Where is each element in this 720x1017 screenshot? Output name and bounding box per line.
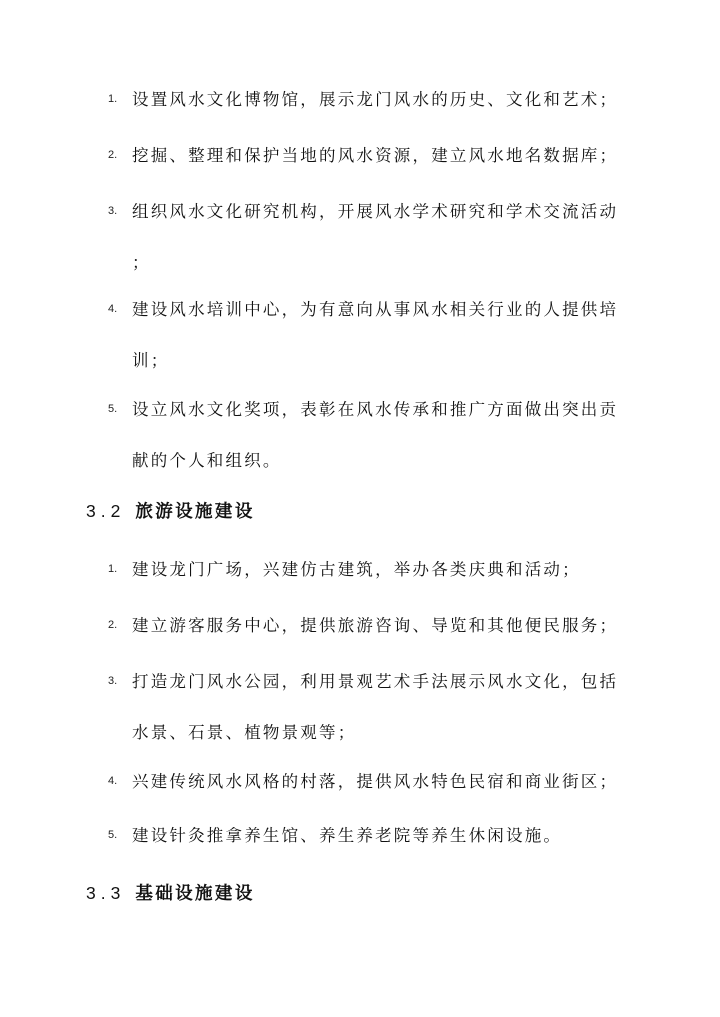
- list-item-text: 组织风水文化研究机构，开展风水学术研究和学术交流活动 ；: [132, 202, 619, 272]
- section-heading: [86, 498, 255, 523]
- list-item-text: 建设针灸推拿养生馆、养生养老院等养生休闲设施。: [132, 826, 563, 845]
- section-number: 3.2: [86, 501, 126, 521]
- section-title: 基础设施建设: [135, 884, 255, 904]
- list-item-text: 设置风水文化博物馆，展示龙门风水的历史、文化和艺术；: [132, 90, 619, 109]
- list-item-text: 挖掘、整理和保护当地的风水资源，建立风水地名数据库；: [132, 146, 619, 165]
- list-item-text: 打造龙门风水公园，利用景观艺术手法展示风水文化，包括 水景、石景、植物景观等；: [132, 672, 619, 742]
- list-item-text: 建立游客服务中心，提供旅游咨询、导览和其他便民服务；: [132, 616, 619, 635]
- list-item-number: 5.: [108, 829, 118, 841]
- list-item: [108, 186, 620, 288]
- list-item: [108, 656, 620, 758]
- list-item-text: 建设风水培训中心，为有意向从事风水相关行业的人提供培 训；: [132, 300, 619, 370]
- list-item-number: 4.: [108, 775, 118, 787]
- list-item-number: 4.: [108, 303, 118, 315]
- list-item-number: 3.: [108, 675, 118, 687]
- list-item-text: 兴建传统风水风格的村落，提供风水特色民宿和商业街区；: [132, 772, 619, 791]
- list-item: [108, 130, 620, 181]
- list-item-number: 1.: [108, 93, 118, 105]
- list-item: [108, 756, 620, 807]
- list-item-number: 1.: [108, 563, 118, 575]
- list-item-text: 建设龙门广场，兴建仿古建筑，举办各类庆典和活动；: [132, 560, 581, 579]
- section-heading: [86, 880, 255, 905]
- section-title: 旅游设施建设: [135, 502, 255, 522]
- list-item-number: 2.: [108, 619, 118, 631]
- section-number: 3.3: [86, 883, 126, 903]
- list-item: [108, 810, 620, 861]
- list-item: [108, 74, 620, 125]
- list-item-number: 2.: [108, 149, 118, 161]
- list-item-number: 3.: [108, 205, 118, 217]
- list-item-number: 5.: [108, 403, 118, 415]
- list-item: [108, 384, 620, 486]
- list-item: [108, 600, 620, 651]
- list-item: [108, 544, 620, 595]
- list-item: [108, 284, 620, 386]
- list-item-text: 设立风水文化奖项，表彰在风水传承和推广方面做出突出贡 献的个人和组织。: [132, 400, 619, 470]
